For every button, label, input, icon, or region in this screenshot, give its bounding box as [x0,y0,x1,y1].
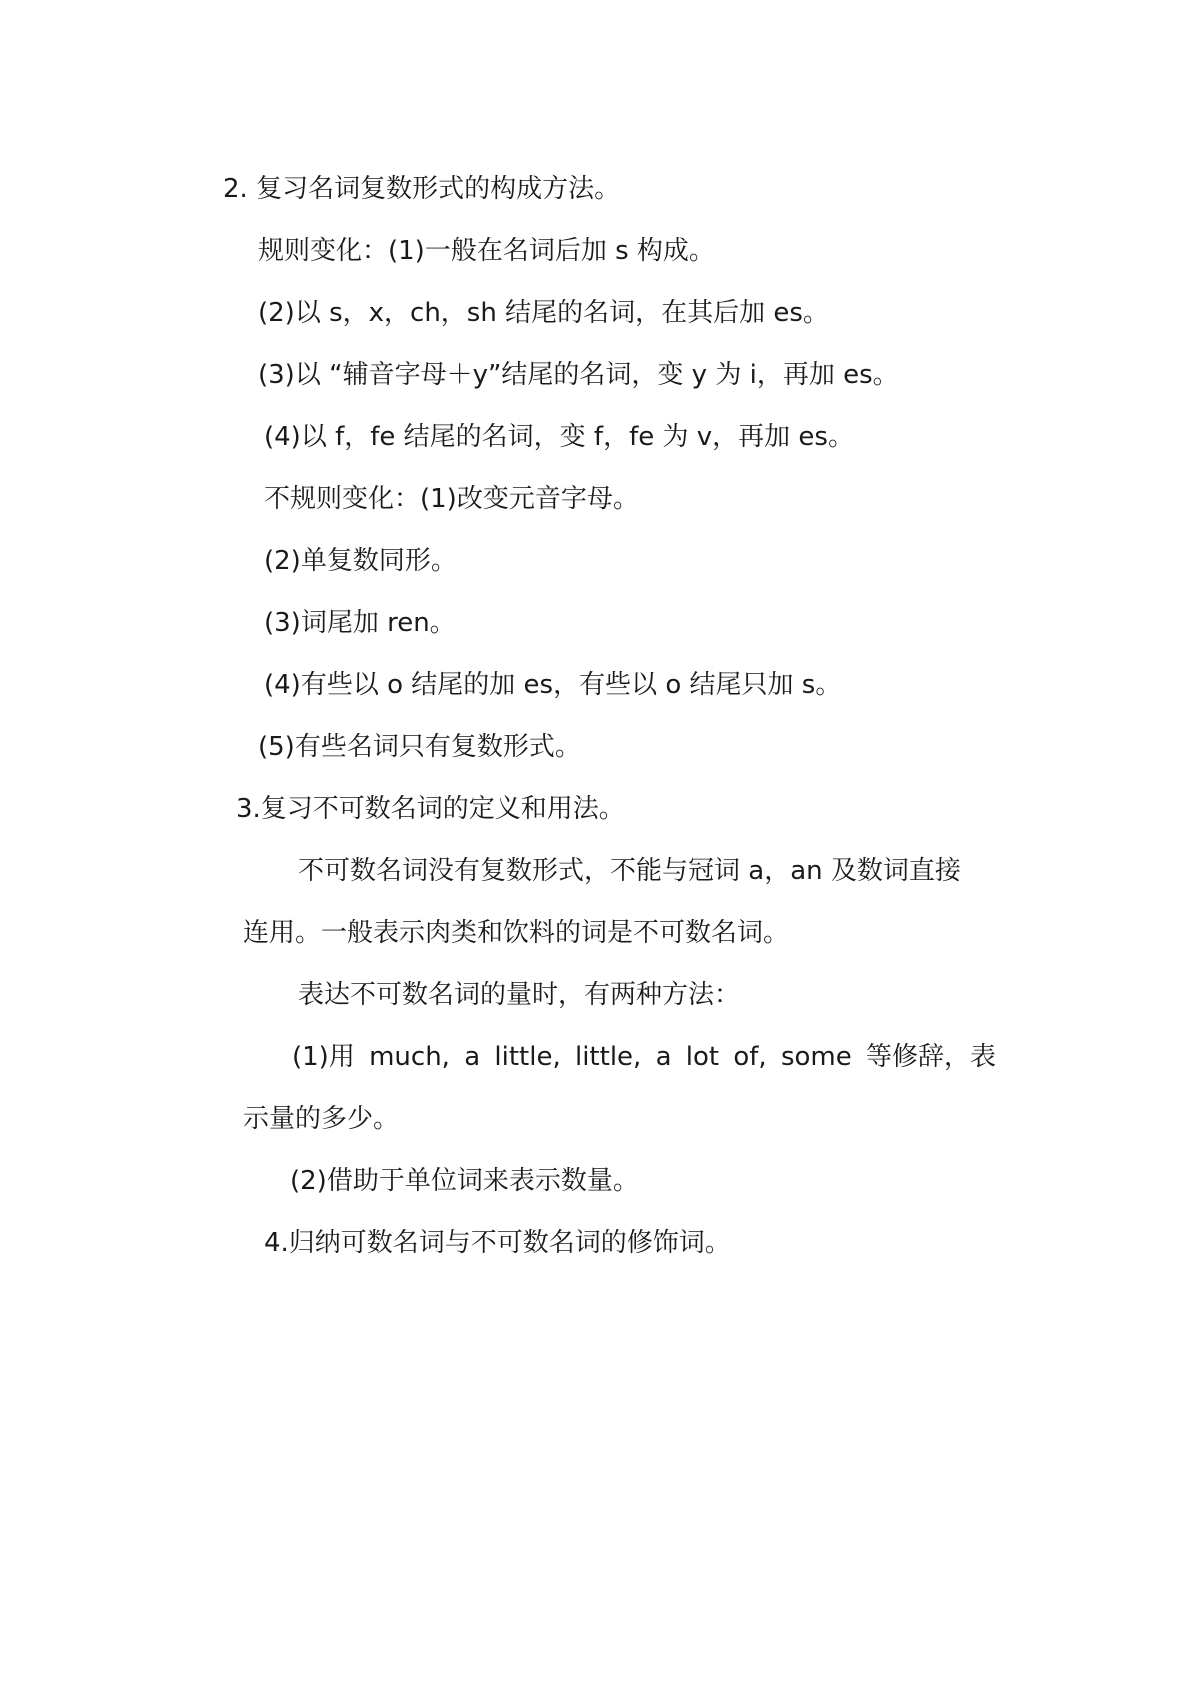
paragraph-uncountable-continued: 连用。一般表示肉类和饮料的词是不可数名词。 [243,918,790,948]
rule-irregular-3: (3)词尾加 ren。 [264,608,456,638]
paragraph-uncountable-definition: 不可数名词没有复数形式，不能与冠词 a，an 及数词直接 [298,856,961,886]
rule-irregular-2: (2)单复数同形。 [264,546,457,576]
method-1-continued: 示量的多少。 [243,1104,400,1134]
method-1: (1)用 much, a little, little, a lot of, some 等修辞，表 [292,1042,996,1072]
method-2: (2)借助于单位词来表示数量。 [290,1166,639,1196]
rule-irregular-1: 不规则变化：(1)改变元音字母。 [264,484,639,514]
rule-regular-4: (4)以 f，fe 结尾的名词，变 f，fe 为 v，再加 es。 [264,422,854,452]
rule-regular-3: (3)以 “辅音字母＋y”结尾的名词，变 y 为 i，再加 es。 [258,360,899,390]
heading-modifiers: 4.归纳可数名词与不可数名词的修饰词。 [264,1228,731,1258]
rule-irregular-4: (4)有些以 o 结尾的加 es，有些以 o 结尾只加 s。 [264,670,842,700]
rule-regular-1: 规则变化：(1)一般在名词后加 s 构成。 [258,236,715,266]
heading-plural-forms: 2. 复习名词复数形式的构成方法。 [223,174,621,204]
paragraph-quantity-methods: 表达不可数名词的量时，有两种方法： [298,980,741,1010]
rule-regular-2: (2)以 s，x，ch，sh 结尾的名词，在其后加 es。 [258,298,829,328]
heading-uncountable: 3.复习不可数名词的定义和用法。 [236,794,625,824]
rule-irregular-5: (5)有些名词只有复数形式。 [258,732,581,762]
